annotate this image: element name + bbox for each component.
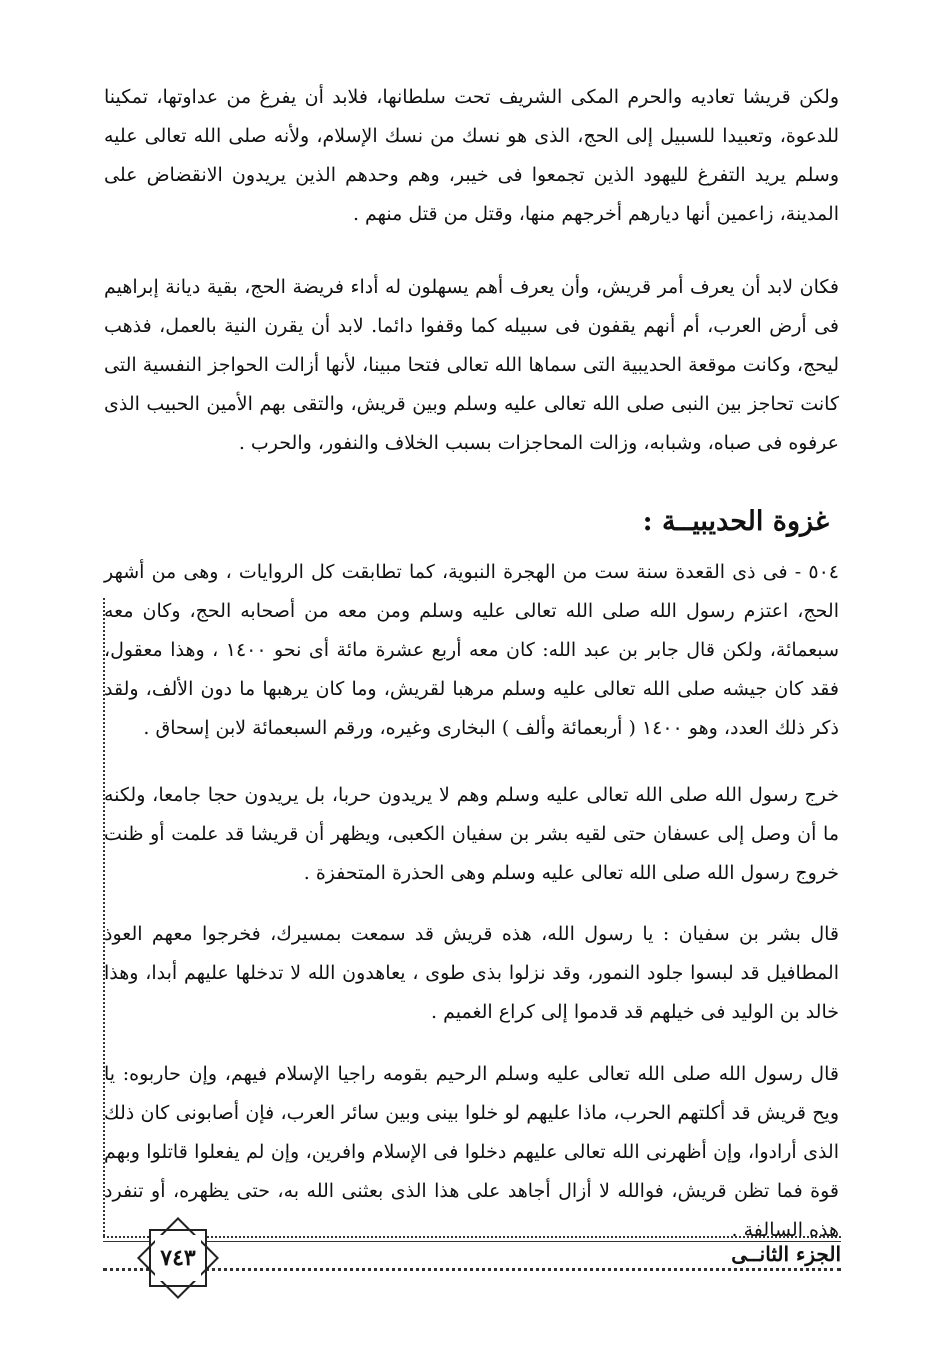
page-number-badge	[133, 1213, 223, 1303]
paragraph-3: ٥٠٤ - فى ذى القعدة سنة ست من الهجرة النبوية، كما تطابقت كل الروايات ، وهى من أشهر الحج، اعتزم رسول الله صلى الله تعالى عليه وسلم ومن معه من أصحابه الحج، وكان معه سبعمائة، ولكن قال جابر بن عبد الله: كان معه أربع عشرة مائة أى نحو ١٤٠٠ ، وهذا معقول، فقد كان جيشه صلى الله تعالى عليه وسلم مرهبا لقريش، وما كان يرهبها ما دون الألف، ولقد ذكر ذلك العدد، وهو ١٤٠٠ ( أربعمائة وألف ) البخارى وغيره، ورقم السبعمائة لابن إسحاق .	[104, 561, 839, 739]
paragraph-2: فكان لابد أن يعرف أمر قريش، وأن يعرف أهم يسهلون له أداء فريضة الحج، بقية ديانة إبراهيم فى أرض العرب، أم أنهم يقفون فى سبيله كما وقفوا دائما. لابد أن يقرن النية بالعمل، فذهب ليحج، وكانت موقعة الحديبية التى سماها الله تعالى فتحا مبينا، لأنها أزالت الحواجز النفسية التى كانت تحاجز بين النبى صلى الله تعالى عليه وسلم وبين قريش، والتقى بهم الأمين الحبيب الذى عرفوه فى صباه، وشبابه، وزالت المحاجزات بسبب الخلاف والنفور، والحرب .	[104, 276, 839, 454]
paragraph-5: قال بشر بن سفيان : يا رسول الله، هذه قريش قد سمعت بمسيرك، فخرجوا معهم العوذ المطافيل قد لبسوا جلود النمور، وقد نزلوا بذى طوى ، يعاهدون الله لا تدخلها عليهم أبدا، وهذا خالد بن الوليد فى خيلهم قد قدموا إلى كراع الغميم .	[104, 923, 839, 1023]
paragraph-1: ولكن قريشا تعاديه والحرم المكى الشريف تحت سلطانها، فلابد أن يفرغ من عداوتها، تمكينا للدعوة، وتعبيدا للسبيل إلى الحج، الذى هو نسك من نسك الإسلام، ولأنه صلى الله تعالى عليه وسلم يريد التفرغ لليهود الذين تجمعوا فى خيبر، وهم وحدهم الذين يريدون الانقضاض على المدينة، زاعمين أنها ديارهم أخرجهم منها، وقتل من قتل منهم .	[104, 86, 839, 225]
paragraph-6: قال رسول الله صلى الله تعالى عليه وسلم الرحيم بقومه راجيا الإسلام فيهم، وإن حاربوه: يا ويح قريش قد أكلتهم الحرب، ماذا عليهم لو خلوا بينى وبين سائر العرب، فإن أصابونى كان ذلك الذى أرادوا، وإن أظهرنى الله تعالى عليهم دخلوا فى الإسلام وافرين، وإن لم يفعلوا قاتلوا وبهم قوة فما تظن قريش، فوالله لا أزال أجاهد على هذا الذى بعثنى الله به، حتى يظهره، أو تنفرد هذه السالفة .	[104, 1063, 839, 1241]
page-number: ٧٤٣	[160, 1245, 196, 1271]
volume-label: الجزء الثانــى	[731, 1242, 841, 1266]
section-heading: غزوة الحديبيــة :	[642, 506, 829, 537]
paragraph-4: خرج رسول الله صلى الله تعالى عليه وسلم وهم لا يريدون حربا، بل يريدون حجا جامعا، ولكنه ما أن وصل إلى عسفان حتى لقيه بشر بن سفيان الكعبى، ويظهر أن قريشا قد علمت أو ظنت خروج رسول الله صلى الله تعالى عليه وسلم وهى الحذرة المتحفزة .	[104, 784, 839, 884]
